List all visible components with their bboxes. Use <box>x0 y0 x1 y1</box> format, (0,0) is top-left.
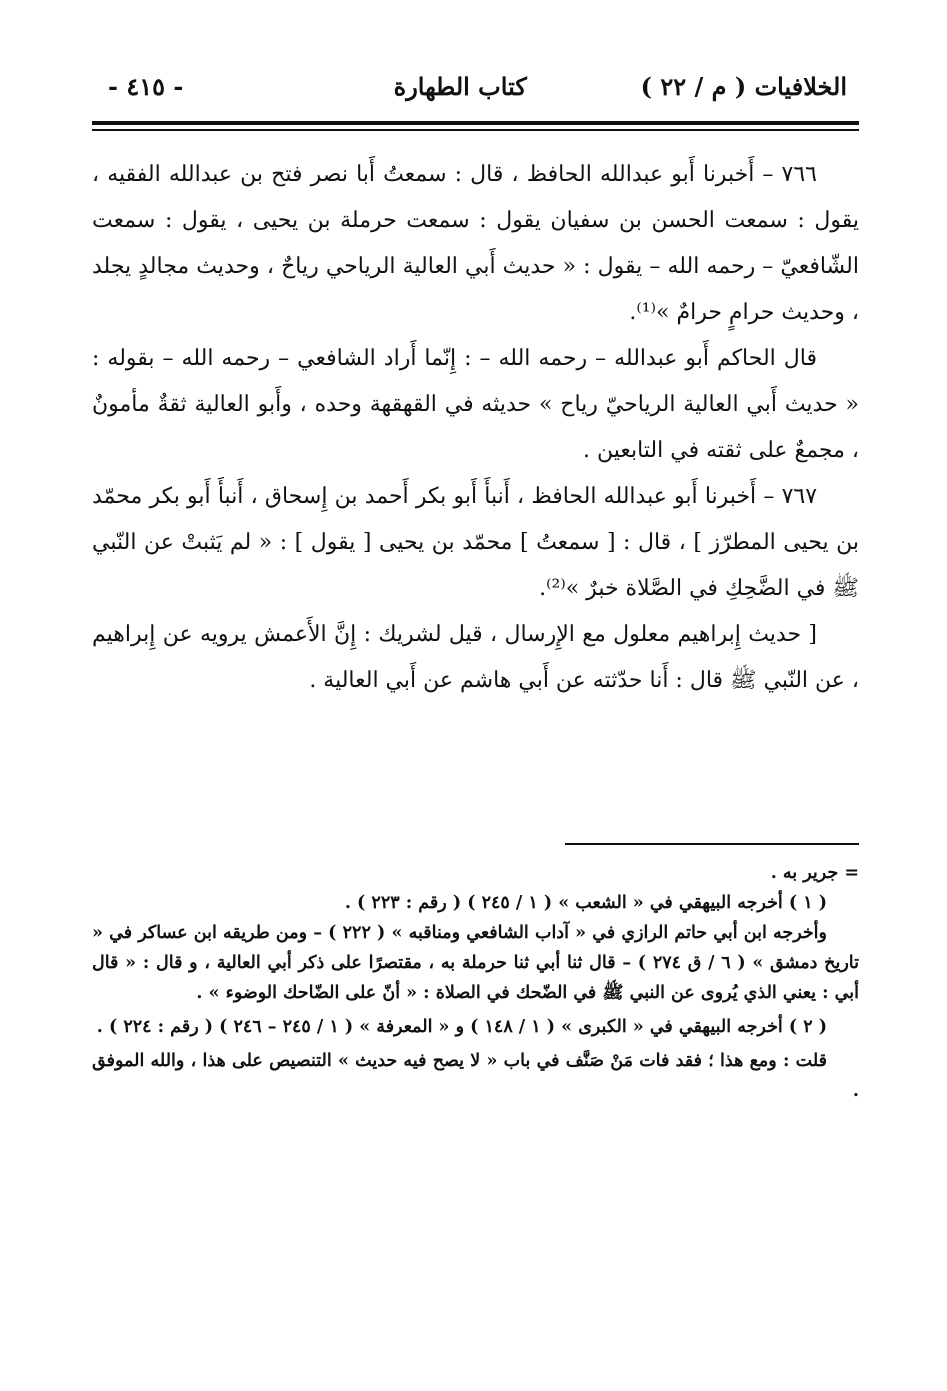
footnote-1: ( ١ ) أخرجه البيهقي في « الشعب » ( ١ / ٢٤٥ ) ( رقم : ٢٢٣ ) . <box>344 893 827 913</box>
footnotes <box>92 858 859 1106</box>
hakim-comment: قال الحاكم أَبو عبدالله – رحمه الله – : إِنّما أَراد الشافعي – رحمه الله – بقوله : « حديث أَبي العالية الرياحيّ رياح » حديثه في القهقهة وحده ، وأَبو العالية ثقةٌ مأمونٌ ، مجمعٌ على ثقته في التابعين . <box>92 346 859 463</box>
page-header <box>100 72 847 112</box>
hadith-766: ٧٦٦ – أَخبرنا أَبو عبدالله الحافظ ، قال : سمعتُ أَبا نصر فتح بن عبدالله الفقيه ، يقول : سمعت الحسن بن سفيان يقول : سمعت حرملة بن يحيى ، يقول : سمعت الشّافعيّ – رحمه الله – يقول : « حديث أَبي العالية الرياحي رياحٌ ، وحديث مجالدٍ يجلد ، وحديث حرامٍ حرامٌ »⁽¹⁾. <box>92 162 859 325</box>
page-number: - ٤١٥ - <box>108 72 184 101</box>
footnote-separator <box>565 843 859 845</box>
editor-note: قلت : ومع هذا ؛ فقد فات مَنْ صَنَّف في باب « لا يصح فيه حديث » التنصيص على هذا ، والله الموفق . <box>92 1051 859 1101</box>
main-text <box>92 152 859 704</box>
commentary-ibrahim: [ حديث إِبراهيم معلول مع الإِرسال ، قيل لشريك : إِنَّ الأَعمش يرويه عن إِبراهيم ، عن النّبي ﷺ قال : أَنا حدّثته عن أَبي هاشم عن أَبي العالية . <box>92 622 859 693</box>
header-rule-thin <box>92 129 859 131</box>
hadith-767: ٧٦٧ – أَخبرنا أَبو عبدالله الحافظ ، أَنبأَ أَبو بكر أَحمد بن إِسحاق ، أَنبأَ أَبو بكر محمّد بن يحيى المطرّز ] ، قال : [ سمعتُ ] محمّد بن يحيى [ يقول ] : « لم يَثبتْ عن النّبي ﷺ في الضَّحِكِ في الصَّلاة خبرٌ »⁽²⁾. <box>92 484 859 601</box>
footnote-1-detail: وأخرجه ابن أبي حاتم الرازي في « آداب الشافعي ومناقبه » ( ٢٢٢ ) – ومن طريقه ابن عساكر في « تاريخ دمشق » ( ٦ / ق ٢٧٤ ) – قال ثنا أبي ثنا حرملة به ، مقتصرًا على ذكر أبي العالية ، و قال : « قال أبي : يعني الذي يُروى عن النبي ﷺ في الضّحك في الصلاة : « أنّ على الضّاحك الوضوء » . <box>92 923 859 1003</box>
running-title: الخلافيات ( م / ٢٢ ) <box>640 72 847 101</box>
chapter-title: كتاب الطهارة <box>393 72 527 101</box>
header-rule-thick <box>92 121 859 125</box>
footnote-2: ( ٢ ) أخرجه البيهقي في « الكبرى » ( ١ / ١٤٨ ) و « المعرفة » ( ١ / ٢٤٥ – ٢٤٦ ) ( رقم : ٢٢٤ ) . <box>96 1017 827 1037</box>
footnote-continuation: = جرير به . <box>770 863 859 883</box>
